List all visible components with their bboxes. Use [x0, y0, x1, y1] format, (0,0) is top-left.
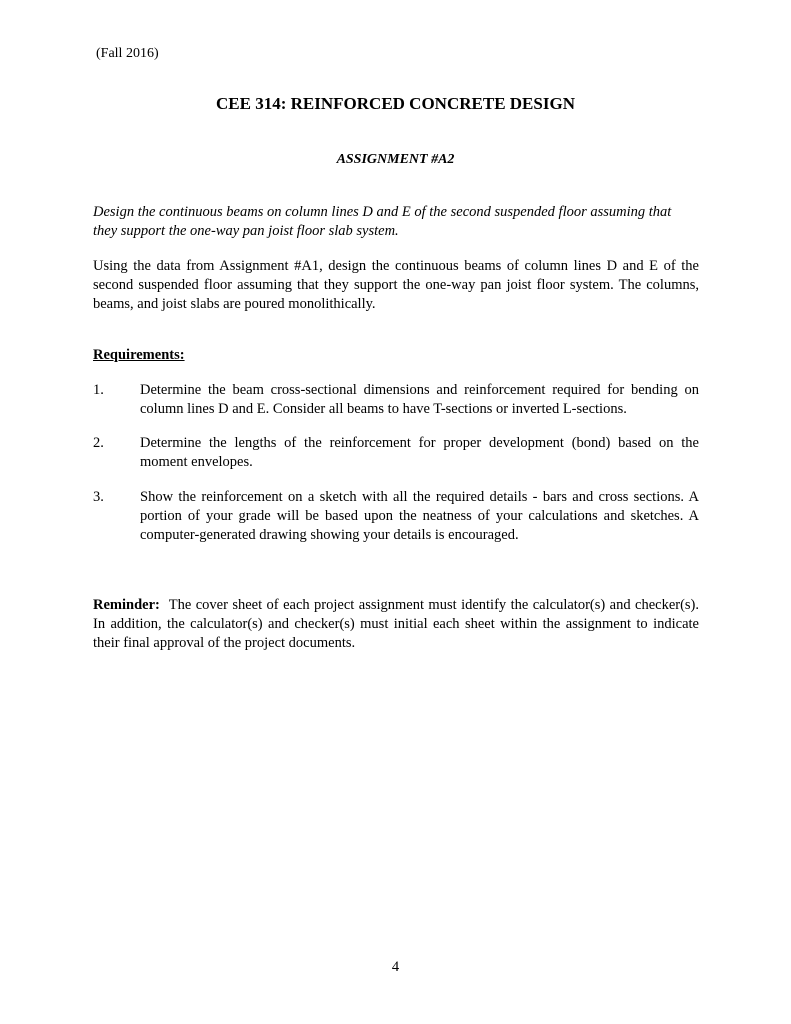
course-title: CEE 314: REINFORCED CONCRETE DESIGN: [216, 94, 575, 113]
requirement-text: Show the reinforcement on a sketch with all the required details - bars and cross sections. A portion of your grade will be based upon the neatness of your calculations and sketches. A computer-generated drawing showing your details is encouraged.: [140, 489, 699, 543]
requirements-heading: Requirements:: [93, 347, 185, 363]
requirement-number: 2.: [93, 435, 104, 451]
requirement-number: 3.: [93, 489, 104, 505]
requirement-item: [93, 381, 699, 419]
reminder-text: The cover sheet of each project assignment must identify the calculator(s) and checker(s). In addition, the calculator(s) and checker(s) must initial each sheet within the assignment to indicate their final approval of the project documents.: [93, 597, 700, 651]
reminder-label: Reminder:: [93, 597, 160, 613]
assignment-title: ASSIGNMENT #A2: [336, 152, 455, 167]
description-paragraph: Using the data from Assignment #A1, design the continuous beams of column lines D and E of the second suspended floor assuming that they support the one-way pan joist floor system. The columns, beams, and joist slabs are poured monolithically.: [93, 258, 699, 312]
requirement-text: Determine the beam cross-sectional dimensions and reinforcement required for bending on column lines D and E. Consider all beams to have T-sections or inverted L-sections.: [140, 382, 699, 417]
page-number: 4: [391, 959, 400, 975]
requirement-number: 1.: [93, 382, 104, 398]
term-label: (Fall 2016): [96, 46, 159, 61]
objective-statement: Design the continuous beams on column lines D and E of the second suspended floor assuming that they support the one-way pan joist floor slab system.: [93, 204, 672, 239]
reminder-paragraph: [93, 596, 699, 653]
requirement-text: Determine the lengths of the reinforcement for proper development (bond) based on the moment envelopes.: [140, 435, 699, 470]
requirement-item: [93, 488, 699, 545]
requirement-item: [93, 434, 699, 472]
